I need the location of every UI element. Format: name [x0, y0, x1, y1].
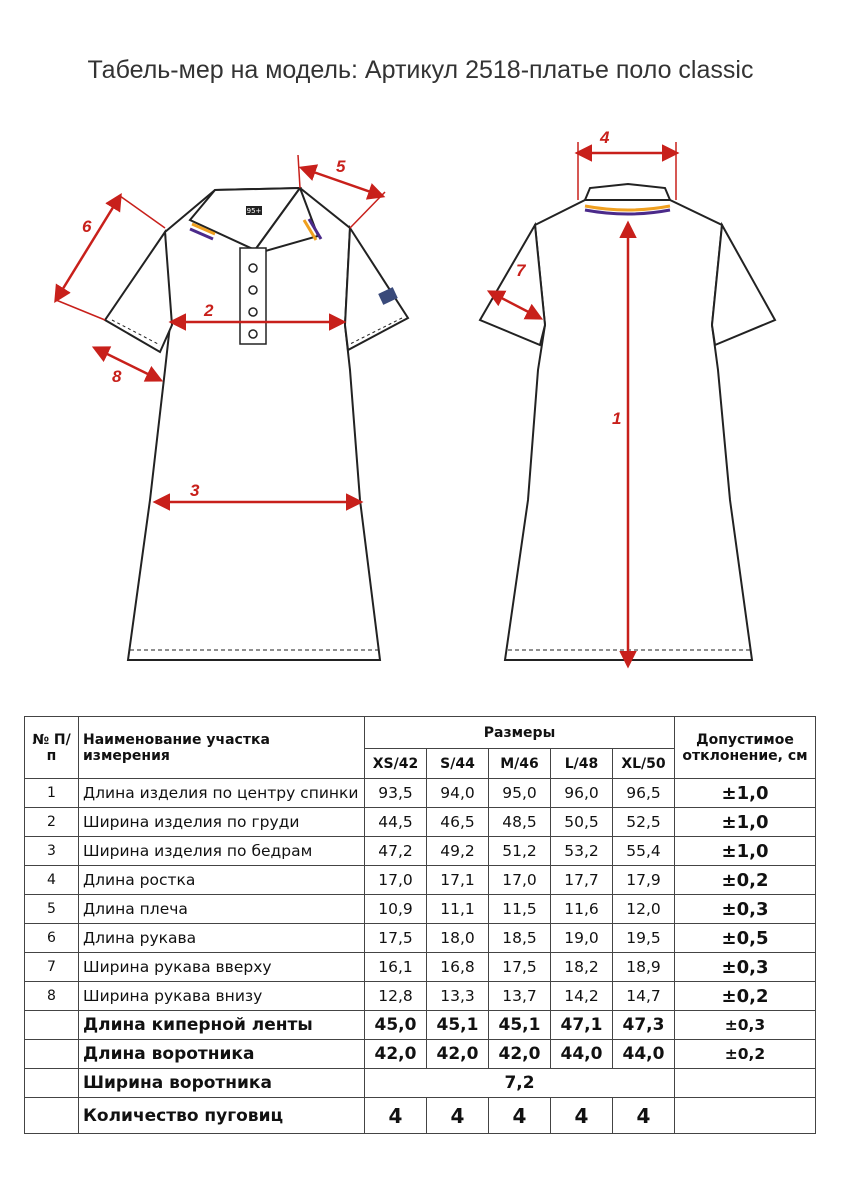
row-value: 51,2	[489, 837, 551, 866]
row-value: 17,1	[427, 866, 489, 895]
arrow-6	[56, 196, 120, 300]
row-name: Длина ростка	[79, 866, 365, 895]
row-value: 42,0	[427, 1040, 489, 1069]
row-tolerance: ±0,2	[675, 982, 816, 1011]
marker-1: 1	[612, 409, 622, 428]
row-num: 2	[25, 808, 79, 837]
table-row	[25, 924, 816, 953]
row-value: 11,5	[489, 895, 551, 924]
row-name: Длина воротника	[79, 1040, 365, 1069]
row-value: 18,5	[489, 924, 551, 953]
row-value: 12,0	[613, 895, 675, 924]
row-value: 42,0	[489, 1040, 551, 1069]
marker-2: 2	[204, 301, 214, 320]
back-collar	[585, 184, 670, 200]
row-value: 13,3	[427, 982, 489, 1011]
row-value: 45,1	[489, 1011, 551, 1040]
marker-8: 8	[112, 367, 122, 386]
row-name: Количество пуговиц	[79, 1098, 365, 1134]
row-value: 48,5	[489, 808, 551, 837]
back-right-sleeve	[712, 225, 775, 345]
row-tolerance	[675, 1069, 816, 1098]
front-left-sleeve	[105, 232, 172, 352]
table-row	[25, 982, 816, 1011]
table-row	[25, 866, 816, 895]
row-value: 47,1	[551, 1011, 613, 1040]
row-name: Ширина воротника	[79, 1069, 365, 1098]
row-num: 5	[25, 895, 79, 924]
row-value: 96,5	[613, 779, 675, 808]
row-value: 46,5	[427, 808, 489, 837]
size-col: XL/50	[613, 749, 675, 779]
row-value: 96,0	[551, 779, 613, 808]
row-num	[25, 1011, 79, 1040]
row-name: Длина киперной ленты	[79, 1011, 365, 1040]
row-value: 49,2	[427, 837, 489, 866]
row-value: 7,2	[365, 1069, 675, 1098]
row-tolerance: ±0,5	[675, 924, 816, 953]
row-value: 4	[551, 1098, 613, 1134]
row-value: 53,2	[551, 837, 613, 866]
size-col: M/46	[489, 749, 551, 779]
row-value: 44,0	[551, 1040, 613, 1069]
row-name: Ширина рукава внизу	[79, 982, 365, 1011]
back-left-sleeve	[480, 225, 545, 345]
table-row	[25, 779, 816, 808]
row-value: 55,4	[613, 837, 675, 866]
row-tolerance: ±1,0	[675, 779, 816, 808]
row-num	[25, 1098, 79, 1134]
row-num: 6	[25, 924, 79, 953]
row-value: 4	[613, 1098, 675, 1134]
row-value: 10,9	[365, 895, 427, 924]
row-value: 17,9	[613, 866, 675, 895]
logo-text: 95+	[246, 207, 262, 215]
row-value: 45,1	[427, 1011, 489, 1040]
marker-4: 4	[600, 128, 610, 147]
row-value: 16,1	[365, 953, 427, 982]
table-row	[25, 1011, 816, 1040]
row-num	[25, 1040, 79, 1069]
row-num: 4	[25, 866, 79, 895]
row-tolerance: ±1,0	[675, 808, 816, 837]
garment-sketch	[0, 120, 841, 690]
row-value: 12,8	[365, 982, 427, 1011]
row-value: 18,0	[427, 924, 489, 953]
row-value: 4	[427, 1098, 489, 1134]
row-tolerance: ±0,3	[675, 953, 816, 982]
table-row	[25, 953, 816, 982]
header-num: № П/п	[25, 717, 79, 779]
row-name: Ширина рукава вверху	[79, 953, 365, 982]
row-value: 52,5	[613, 808, 675, 837]
row-value: 50,5	[551, 808, 613, 837]
row-value: 14,2	[551, 982, 613, 1011]
row-value: 4	[365, 1098, 427, 1134]
header-tolerance: Допустимое отклонение, см	[675, 717, 816, 779]
row-num: 3	[25, 837, 79, 866]
table-row	[25, 837, 816, 866]
marker-7: 7	[516, 261, 526, 280]
row-value: 17,5	[489, 953, 551, 982]
row-num: 8	[25, 982, 79, 1011]
row-name: Длина плеча	[79, 895, 365, 924]
row-value: 42,0	[365, 1040, 427, 1069]
arrow-8	[95, 348, 160, 380]
header-name: Наименование участка измерения	[79, 717, 365, 779]
row-tolerance: ±0,2	[675, 866, 816, 895]
row-tolerance: ±1,0	[675, 837, 816, 866]
table-row	[25, 808, 816, 837]
row-tolerance: ±0,3	[675, 895, 816, 924]
row-value: 44,5	[365, 808, 427, 837]
row-num: 1	[25, 779, 79, 808]
row-tolerance: ±0,2	[675, 1040, 816, 1069]
row-num	[25, 1069, 79, 1098]
row-value: 19,5	[613, 924, 675, 953]
table-row	[25, 1040, 816, 1069]
row-name: Длина рукава	[79, 924, 365, 953]
marker-5: 5	[336, 157, 346, 176]
row-value: 45,0	[365, 1011, 427, 1040]
row-value: 11,1	[427, 895, 489, 924]
marker-3: 3	[190, 481, 200, 500]
table-row	[25, 895, 816, 924]
row-value: 93,5	[365, 779, 427, 808]
row-value: 17,0	[365, 866, 427, 895]
row-value: 47,3	[613, 1011, 675, 1040]
size-col: XS/42	[365, 749, 427, 779]
row-tolerance	[675, 1098, 816, 1134]
row-value: 17,0	[489, 866, 551, 895]
front-right-sleeve	[345, 228, 408, 350]
row-value: 18,9	[613, 953, 675, 982]
row-value: 17,5	[365, 924, 427, 953]
row-value: 17,7	[551, 866, 613, 895]
marker-6: 6	[82, 217, 92, 236]
row-name: Ширина изделия по груди	[79, 808, 365, 837]
row-num: 7	[25, 953, 79, 982]
row-name: Длина изделия по центру спинки	[79, 779, 365, 808]
size-col: S/44	[427, 749, 489, 779]
table-row	[25, 1069, 816, 1098]
row-value: 47,2	[365, 837, 427, 866]
row-value: 18,2	[551, 953, 613, 982]
size-chart-table	[24, 716, 816, 1134]
row-name: Ширина изделия по бедрам	[79, 837, 365, 866]
row-tolerance: ±0,3	[675, 1011, 816, 1040]
row-value: 19,0	[551, 924, 613, 953]
row-value: 94,0	[427, 779, 489, 808]
header-sizes: Размеры	[365, 717, 675, 749]
page-title: Табель-мер на модель: Артикул 2518-платье поло classic	[87, 56, 754, 84]
row-value: 44,0	[613, 1040, 675, 1069]
table-row	[25, 1098, 816, 1134]
row-value: 11,6	[551, 895, 613, 924]
row-value: 4	[489, 1098, 551, 1134]
row-value: 95,0	[489, 779, 551, 808]
row-value: 16,8	[427, 953, 489, 982]
row-value: 13,7	[489, 982, 551, 1011]
front-view	[105, 188, 408, 660]
size-col: L/48	[551, 749, 613, 779]
row-value: 14,7	[613, 982, 675, 1011]
